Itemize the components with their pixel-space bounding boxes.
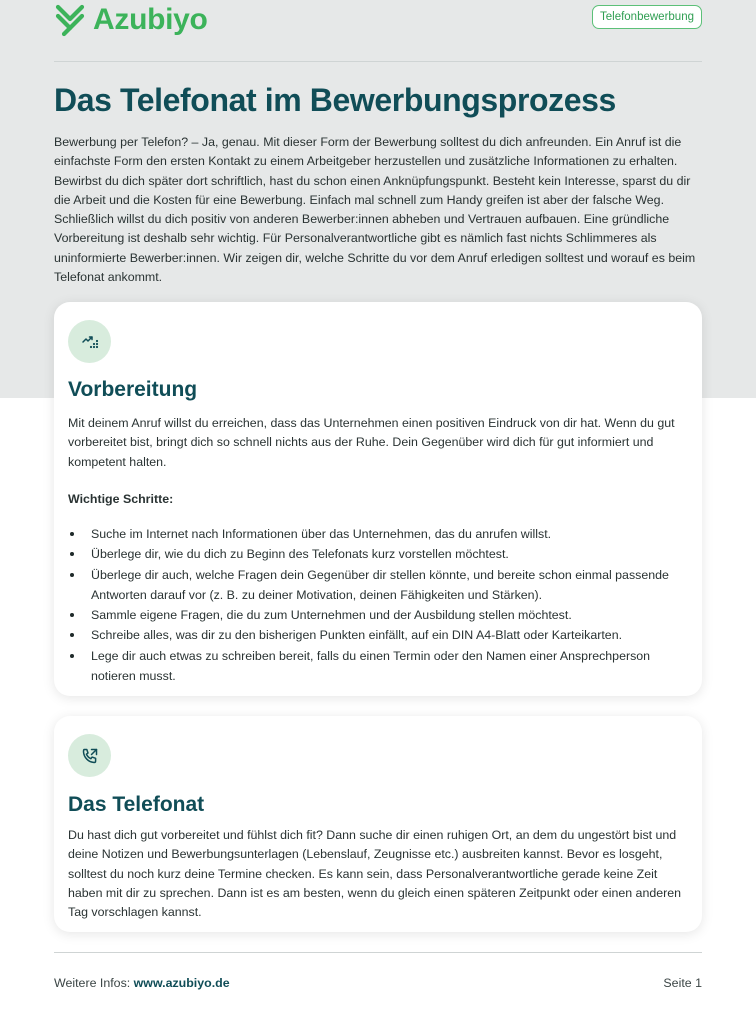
footer-divider xyxy=(54,952,702,953)
header-divider xyxy=(54,61,702,62)
azubiyo-logo-icon xyxy=(54,3,86,37)
page-number: Seite 1 xyxy=(663,976,702,990)
chart-growth-icon xyxy=(80,332,100,352)
section-card-vorbereitung xyxy=(54,302,702,696)
list-item: Überlege dir, wie du dich zu Beginn des Telefonats kurz vorstellen möchtest. xyxy=(68,544,688,564)
footer-website-link[interactable]: www.azubiyo.de xyxy=(133,976,230,990)
footer-info xyxy=(54,976,230,990)
steps-list xyxy=(68,524,688,686)
topic-tag[interactable]: Telefonbewerbung xyxy=(592,5,702,29)
list-item: Suche im Internet nach Informationen über das Unternehmen, das du anrufen willst. xyxy=(68,524,688,544)
list-item: Schreibe alles, was dir zu den bisherigen Punkten einfällt, auf ein DIN A4-Blatt oder Karteikarten. xyxy=(68,625,688,645)
section-icon-badge xyxy=(68,320,111,363)
section-card-telefonat xyxy=(54,716,702,932)
intro-paragraph: Bewerbung per Telefon? – Ja, genau. Mit dieser Form der Bewerbung solltest du dich anfreunden. Ein Anruf ist die einfachste Form den ersten Kontakt zu einem Arbeitgeber herzustellen und zusätzliche Informationen zu erhalten. Bewirbst du dich später dort schriftlich, hast du schon einen Anknüpfungspunkt. Besteht kein Interesse, sparst du dir die Arbeit und die Kosten für eine Bewerbung. Einfach mal schnell zum Handy greifen ist aber der falsche Weg. Schließlich willst du dich positiv von anderen Bewerber:innen abheben und Vertrauen aufbauen. Eine gründliche Vorbereitung ist deshalb sehr wichtig. Für Personalverantwortliche gibt es nämlich fast nichts Schlimmeres als uninformierte Bewerber:innen. Wir zeigen dir, welche Schritte du vor dem Anruf erledigen solltest und worauf es beim Telefonat ankommt. xyxy=(54,135,696,285)
brand-name: Azubiyo xyxy=(93,3,208,36)
brand-logo[interactable] xyxy=(54,2,208,38)
section-paragraph: Mit deinem Anruf willst du erreichen, dass das Unternehmen einen positiven Eindruck von dir hat. Wenn du gut vorbereitet bist, bringt dich so schnell nichts aus der Ruhe. Dein Gegenüber wird dich für gut informiert und kompetent halten. xyxy=(68,416,675,469)
footer-label: Weitere Infos: xyxy=(54,976,131,990)
list-item: Überlege dir auch, welche Fragen dein Gegenüber dir stellen könnte, und bereite schon einmal passende Antworten darauf vor (z. B. zu deiner Motivation, deinen Fähigkeiten und Stärken). xyxy=(68,565,688,606)
list-item: Lege dir auch etwas zu schreiben bereit, falls du einen Termin oder den Namen einer Ansprechperson notieren musst. xyxy=(68,646,688,687)
phone-call-icon xyxy=(80,746,100,766)
section-heading: Das Telefonat xyxy=(68,793,205,816)
section-paragraph: Du hast dich gut vorbereitet und fühlst dich fit? Dann suche dir einen ruhigen Ort, an dem du ungestört bist und deine Notizen und Bewerbungsunterlagen (Lebenslauf, Zeugnisse etc.) ausbreiten kannst. Bevor es losgeht, solltest du noch kurz deine Termine checken. Es kann sein, dass Personalverantwortliche gerade keine Zeit haben mit dir zu sprechen. Dann ist es am besten, wenn du gleich einen späteren Zeitpunkt oder einen anderen Tag vorschlagen kannst. xyxy=(68,828,682,920)
page-title: Das Telefonat im Bewerbungsprozess xyxy=(54,82,616,118)
list-item: Sammle eigene Fragen, die du zum Unternehmen und der Ausbildung stellen möchtest. xyxy=(68,605,688,625)
section-heading: Vorbereitung xyxy=(68,378,198,401)
section-icon-badge xyxy=(68,734,111,777)
steps-title: Wichtige Schritte: xyxy=(68,492,174,506)
